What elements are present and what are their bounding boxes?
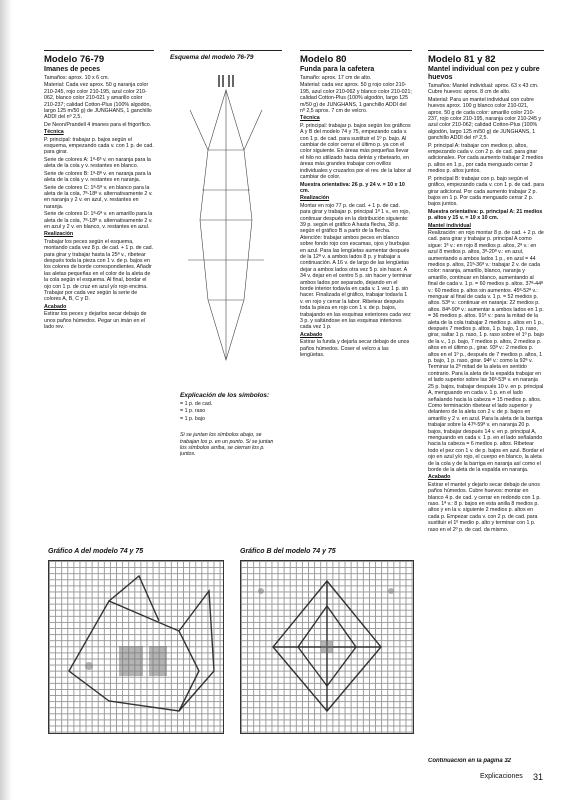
paragraph: Montar en rojo 77 p. de cad. + 1 p. de cad. para girar y trabajar p. principal 1ª 1 v., en rojo, continuar después en la distribución siguiente: 39 p. según el gráfico A hasta flecha, 38 p. según el gráfico B a partir de la flecha. Atención: trabajar ambos peces en blanco sobre fondo rojo con escamas, ojos y burbujas en azul. Para las lengüetas aumentar después de la 12ª v. a ambos lados 8 p. y trabajar a continuación. A 16 v. de largo de las lengüetas dejar a ambos lados otra vez 5 p. sin hacer. A 34 v. dejar en el centro 5 p. sin hacer y terminar ambos lados por separado, dejando en el borde interior todavía en cada v. 1 vez 1 p. sin hacer. Finalizada el gráfico, trabajar todavía 1 v. en rojo y cerrar la labor. Ribetear después toda la pieza en rojo con 1 v. de p. bajos, trabajando en las esquinas exteriores cada vez 3 p. y saltándose en las esquinas interiores cada vez 1 p. — [300, 202, 412, 331]
paragraph: Serie de colores D: 1ª-6ª v. en amarillo para la aleta de la cola, 7ª-18ª v. alternativamente 2 v. en azul y 2 v. en blanco, v. restantes en azul. — [44, 211, 153, 230]
paragraph: P. principal B: trabajar con p. bajo según el gráfico, empezando cada v. con 1 p. de cad. para girar adicional. Por cada aumento trabajar 2 p. bajos en 1 p. Por cada menguado cerrar 2 p. bajos juntos. — [428, 175, 544, 208]
paragraph: Material: cada vez aprox. 50 g rojo color 210-195, azul color 210-062 y blanco color 210-021; calidad Cotton-Plus (100% algodón, largo 125 m/50 g) de JUNGHANS, 1 ganchillo ADDI del nº 2,5 aprox. 7 cm de velcro. — [300, 82, 412, 115]
column-2-rule — [170, 50, 282, 51]
paragraph: Serie de colores C: 1ª-5ª v. en blanco para la aleta de la cola, 7ª-18ª v. alternativamente 2 v. en naranja y 2 v. en azul, v. restantes en naranja. — [44, 184, 153, 210]
continued-note: Continuación en la página 32 — [428, 758, 512, 764]
paragraph: Serie de colores B: 1ª-8ª v. en naranja para la aleta de la cola y v. restantes en naranja. — [44, 170, 152, 184]
paragraph: Muestra orientativa: p. principal A: 21 medios p. altos y 15 v. = 10 x 10 cm. — [428, 208, 543, 222]
chart-a-title: Gráfico A del modelo 74 y 75 — [48, 548, 144, 555]
section-heading: Realización — [44, 231, 74, 238]
heading-modelo-81-82: Modelo 81 y 82 — [428, 54, 496, 65]
section-heading: Técnica — [300, 115, 320, 122]
section-heading: Mantel individual — [428, 222, 471, 229]
paragraph: Tamaños: aprox. 10 x 6 cm. — [44, 75, 110, 81]
column-1-rule — [44, 50, 154, 51]
paragraph: Material: Para un mantel individual con cubre huevos aprox. 100 g blanco color 210-021, aprox. 50 g de cada color: amarillo color 210-237, rojo color 210-195, naranja color 210-245 y azul color 210-062; calidad Cotton-Plus (100% algodón, largo 125 m/50 g) de JUNGHANS, 1 ganchillo ADDI del nº 2,5. — [428, 96, 542, 142]
legend-title: Explicación de los símbolos: — [180, 392, 270, 399]
chart-a-fish-motif — [49, 561, 223, 733]
paragraph: De Neon/Prandell 4 imanes para el frigorífico. — [44, 121, 152, 128]
column-4-rule — [428, 50, 544, 51]
page-binding-shadow — [0, 0, 12, 800]
paragraph: Estirar el mantel y dejarlo secar debajo de unos paños húmedos. Cubre huevos: montar en blanco 4 p. de cad. y cerrar en redondo con 1 p. raso. 1ª v.: 8 p. bajos en esta anilla 8 medios p. altos y en la v. siguiente 2 medios p. altos en cada p. Empezar cada v. con 2 p. de cad. para sustituir el 1º medio p. alto y terminar con 1 p. raso en el 2º p. de cad. da mismo. — [428, 481, 541, 533]
footer-page-number: 31 — [533, 772, 544, 782]
chart-b-grid — [240, 560, 414, 734]
paragraph: Estirar los peces y dejarlos secar debajo de unos paños húmedos. Pegar un imán en el lado rev. — [44, 311, 147, 331]
paragraph: Trabajar los peces según el esquema, montando cada vez 8 p. de cad. + 1 p. de cad. para girar y trabajar hasta la 25ª v., ribetear después toda la pieza con 1 v. de p. bajos en los colores de borde correspondientes. Añadir las aletas pequeñas en el color de la aleta de la cola según el esquema. Al final, bordar el ojo con 1 p. de cruz en azul y/o rojo encima. Trabajar por cada vez según la serie de colores A, B, C y D. — [44, 238, 154, 303]
paragraph: Estirar la funda y dejarla secar debajo de unos paños húmedos. Coser el velcro a las lengüetas. — [300, 339, 410, 359]
section-heading: Acabado — [300, 331, 323, 338]
paragraph: P. principal A: trabajar con medios p. altos, empezando cada v. con 2 p. de cad. para girar adicionales. Por cada aumento trabajar 2 medios p. altos en 1 p., por cada menguado cerrar 2 medios p. altos juntos. — [428, 142, 544, 175]
section-heading: Acabado — [44, 303, 67, 310]
paragraph: Muestra orientativa: 26 p. y 24 v. = 10 x 10 cm. — [300, 181, 405, 194]
paragraph: Realización: en rojo montar 8 p. de cad. + 2 p. de cad. para girar y trabajar p. principal A como sigue: 1ª v.: en rojo 8 medios p. altos, 2ª v.: en azul 8 medios p. altos, 3ª-20ª v.: en azul, aumentando a ambos lados 1 p., en azul = 44 medios p. altos, 21ª-36ª v.: trabajar 2 v. de cada color: naranja, amarillo, blanco, naranja y amarillo, continuar en blanco, aumentando al final de cada v. 1 p. = 60 medios p. altos. 37ª-44ª v.: 60 medios p. altos sin aumentos. 45ª-52ª v.: menguar al final de cada v. 1 p. = 52 medios p. altos. 53ª v.: continuar en naranja: 22 medios p. altos. 84ª-90ª v.: aumentar a ambos lados en 1 p. = 36 medios p. altos. 91ª v.: para la mitad de la aleta de la cola trabajar 2 medios p. altos en 1 p., después 7 medios p. altos, 1 p. bajo, 1 p. raso, girar, saltar 1 p. raso, 1 p. raso sobre el 1º p. bajo de la v., 1 p. bajo, 7 medios p. altos, 2 medios p. altos en el último p., girar. 93ª v.: 2 medios p. altos en el 1º p., después de 7 medios p. altos, 1 p. bajo, 1 p. raso, girar. 94ª v.: como la 92ª v. Terminar la 2ª mitad de la aleta en sentido contrario. Para la aleta de la espalda trabajar en el lado superior sobre las 36ª-53ª v. en naranja 25 p. bajos, trabajar después 10 v. en p. principal A, menguando en cada v. 1 p. en el lado señalando hacia la cabeza = 15 medios p. altos. Como terminación ribetear el lado superior y delantero de la aleta con 2 v. de p. bajos en amarillo y 2 v. en azul. Para la aleta de la barriga trabajar sobre la 47ª-59ª v. en naranja 20 p. bajos, trabajar después 14 v. en p. principal A, menguando en cada v. 1 p. en el lado señalando hacia la cabeza = 6 medios p. altos. Ribetear todo el pez con 1 v. de p. bajos en azul. Bordar el ojo en azul y/o rojo, el cuerpo en blanco, la aleta de la cola y de la barriga en naranja así como el borde de la aleta de la espalda en naranja. — [428, 229, 544, 473]
paragraph: Tamaños: Mantel individual: aprox. 63 x 43 cm. Cubre huevos: aprox. 8 cm de alto. — [428, 83, 539, 96]
chart-b-title: Gráfico B del modelo 74 y 75 — [240, 548, 336, 555]
heading-modelo-76-79: Modelo 76-79 — [44, 54, 105, 65]
legend-item-chain: = 1 p. de cad. — [180, 401, 213, 407]
column-modelo-81-82 — [428, 54, 544, 754]
chart-a-grid — [48, 560, 224, 734]
footer-section-label: Explicaciones — [480, 773, 523, 780]
column-modelo-80 — [300, 54, 412, 534]
subheading-mantel: Mantel individual con pez y cubre huevos — [428, 66, 540, 81]
paragraph: Material: Cada vez aprox. 50 g naranja color 210-245, rojo color 210-195, azul color 210-062, blanco color 210-021 y amarillo color 210-237; calidad Cotton-Plus (100% algodón, largo 125 m/50 g) de JUNGHANS, 1 ganchillo ADDI del nº 2,5. — [44, 82, 152, 121]
heading-modelo-80: Modelo 80 — [300, 54, 347, 65]
paragraph: P. principal: trabajar p. bajos según el esquema, empezando cada v. con 1 p. de cad. para girar. — [44, 136, 154, 156]
section-heading: Técnica — [44, 129, 64, 136]
paragraph: Tamaño: aprox. 17 cm de alto. — [300, 75, 372, 81]
subheading-funda: Funda para la cafetera — [300, 66, 375, 73]
column-3-rule — [300, 50, 412, 51]
paragraph: P. principal: trabajar p. bajos según los gráficos A y B del modelo 74 y 75, empezando cada v. con 1 p. de cad. para sustituir el 1º p. bajo. Al cambiar de color cerrar el último p. ya con el color siguiente. En áreas más pequeñas llevar el hilo no utilizado hacia detrás y ribetearlo, en áreas más grandes trabajar con ovillos individuales y cruzarlos por el rev. de la labor al cambiar de color. — [300, 122, 412, 181]
fish-crochet-diagram — [178, 70, 274, 370]
legend-item-single-crochet: = 1 p. bajo — [180, 415, 205, 422]
legend-item-slip-stitch: = 1 p. raso — [180, 408, 206, 415]
chart-b-diamond-motif — [241, 561, 413, 733]
section-heading: Realización — [300, 195, 330, 202]
symbol-legend — [180, 392, 280, 482]
legend-note: Si se juntan los símbolos abajo, se trabajan los p. en un punto. Si se juntan los símbolos arriba, se cierran los p. juntos. — [180, 432, 274, 458]
paragraph: Serie de colores A: 1ª-6ª v. en naranja para la aleta de la cola y v. restantes en blanco. — [44, 156, 151, 170]
column-modelo-76-79 — [44, 54, 154, 534]
diagram-title: Esquema del modelo 76-79 — [170, 54, 254, 61]
subheading-imanes-de-peces: Imanes de peces — [44, 66, 101, 73]
section-heading: Acabado — [428, 474, 451, 481]
